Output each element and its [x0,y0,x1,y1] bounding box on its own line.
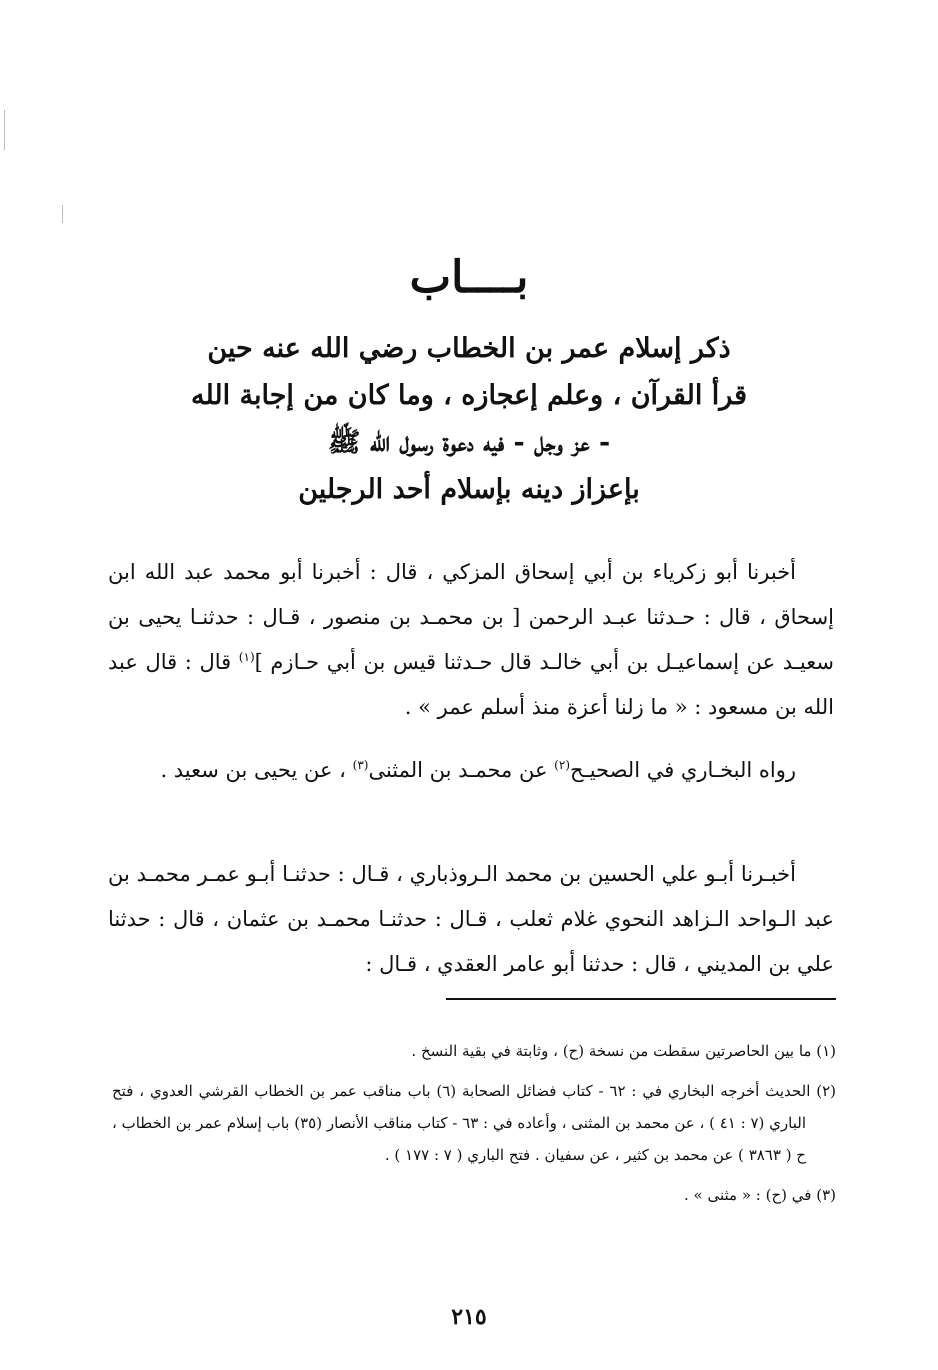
page-number: ٢١٥ [451,1304,487,1330]
footnote-ref-3[interactable]: (٣) [352,758,369,772]
footnote-2: (٢) الحديث أخرجه البخاري في : ٦٢ - كتاب فضائل الصحابة (٦) باب مناقب عمر بن الخطاب القرشي العدوي ، فتح الباري (٧ : ٤١ ) ، عن محمد بن المثنى ، وأعاده في : ٦٣ - كتاب مناقب الأنصار (٣٥) باب إسلام عمر بن الخطاب ، ح ( ٣٨٦٣ ) عن محمد بن كثير ، عن سفيان . فتح الباري ( ٧ : ١٧٧ ) . [112,1082,836,1164]
paragraph-text: ، عن يحيى بن سعيد . [160,758,353,782]
paragraph-text: أخبرنا أبو زكرياء بن أبي إسحاق المزكي ، قال : أخبرنا أبو محمد عبد الله ابن إسحاق ، قال : حـدثنا عبـد الرحمن [ بن محمـد بن منصور ، قـال : حدثنـا يحيى بن سعيـد عن إسماعيـل بن أبي خالـد قال حـدثنا قيس بن أبي حـازم ] [108,560,834,674]
chapter-title [150,325,788,513]
paragraph-text: رواه البخـاري في الصحيـح [570,758,796,782]
paragraph-bukhari-reference [108,748,834,793]
footnote-3: (٣) في (ح) : « مثنى » . [684,1186,836,1204]
paragraph-text: قال : قال عبد الله بن مسعود : « ما زلنا أعزة منذ أسلم عمر » . [108,650,834,719]
paragraph-text: عن محمـد بن المثنى [368,758,555,782]
chapter-title-line: ذكر إسلام عمر بن الخطاب رضي الله عنه حين [207,333,731,364]
footnote-separator [446,998,836,1000]
footnote-ref-2[interactable]: (٢) [554,758,570,772]
paragraph-text: أخبـرنا أبـو علي الحسين بن محمد الـروذباري ، قـال : حدثنـا أبـو عمـر محمـد بن عبد الـواحد الـزاهد النحوي غلام ثعلب ، قـال : حدثنـا محمـد بن عثمان ، قال : حدثنا علي بن المديني ، قال : حدثنا أبو عامر العقدي ، قـال : [108,862,834,976]
footnotes [112,1035,836,1219]
footnote-ref-1[interactable]: (١) [238,650,255,664]
chapter-title-line: قرأ القرآن ، وعلم إعجازه ، وما كان من إجابة الله [190,380,748,411]
chapter-heading: بــــاب [409,252,529,303]
paragraph-hadith-1 [108,550,834,730]
paragraph-hadith-2 [108,852,834,987]
scan-edge-mark [4,110,5,150]
chapter-title-line: بإعزاز دينه بإسلام أحد الرجلين [298,474,640,505]
chapter-title-line: - عز وجل - فيه دعوة رسول الله ﷺ [327,427,611,458]
footnote-1: (١) ما بين الحاصرتين سقطت من نسخة (ح) ، وثابتة في بقية النسخ . [411,1042,836,1060]
scan-edge-mark [62,205,63,223]
